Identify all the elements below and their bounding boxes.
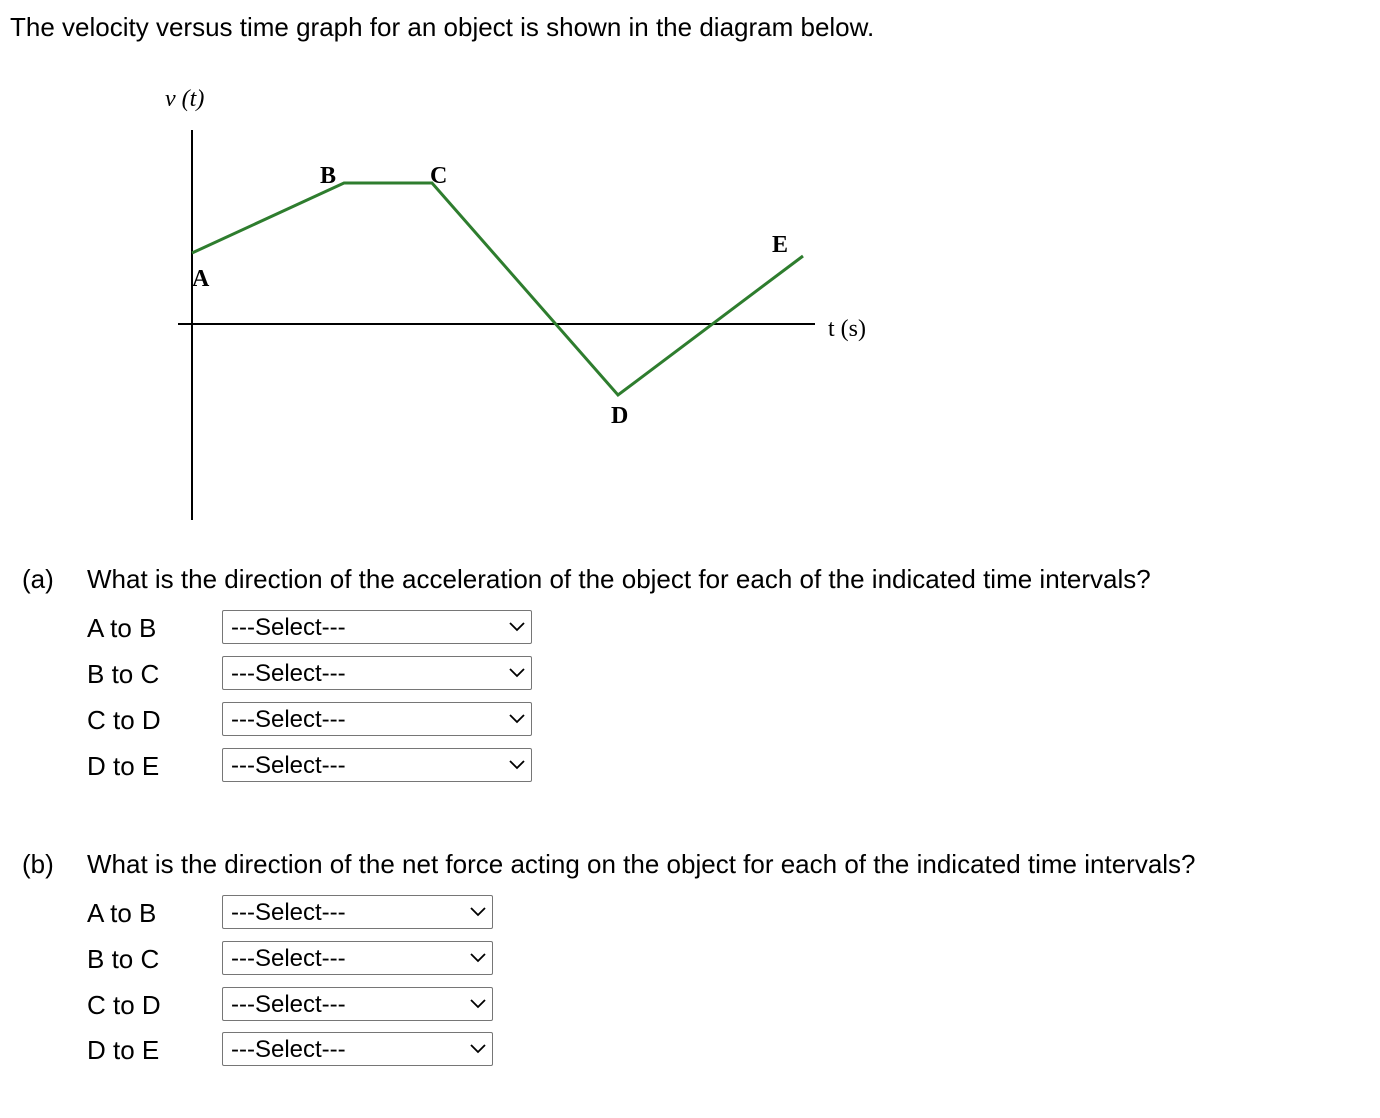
part-a-row-label: B to C [87, 659, 160, 689]
part-b-question: What is the direction of the net force acting on the object for each of the indicated time intervals? [87, 849, 1196, 879]
select-value: ---Select--- [231, 1036, 346, 1063]
y-axis-label: v (t) [165, 86, 205, 112]
chevron-down-icon [509, 667, 525, 679]
point-label-c: C [430, 163, 448, 189]
select-value: ---Select--- [231, 899, 346, 926]
chevron-down-icon [470, 952, 486, 964]
chevron-down-icon [509, 713, 525, 725]
part-b-c-to-d-select[interactable] [222, 987, 493, 1021]
chevron-down-icon [509, 621, 525, 633]
part-a-row-label: D to E [87, 751, 160, 781]
point-label-d: D [611, 403, 629, 429]
part-a-row-label: A to B [87, 613, 157, 643]
select-value: ---Select--- [231, 945, 346, 972]
part-a-question: What is the direction of the acceleration of the object for each of the indicated time intervals? [87, 564, 1151, 594]
intro-text: The velocity versus time graph for an object is shown in the diagram below. [10, 12, 875, 42]
part-b-row-label: A to B [87, 898, 157, 928]
part-b-row-label: C to D [87, 990, 161, 1020]
part-a-a-to-b-select[interactable] [222, 610, 532, 644]
part-b-row-label: B to C [87, 944, 160, 974]
point-label-e: E [772, 232, 789, 258]
chevron-down-icon [470, 1043, 486, 1055]
chevron-down-icon [509, 759, 525, 771]
velocity-line [192, 183, 803, 395]
part-b-label: (b) [22, 849, 54, 879]
select-value: ---Select--- [231, 614, 346, 641]
x-axis-label: t (s) [828, 316, 866, 342]
part-a-label: (a) [22, 564, 54, 594]
chevron-down-icon [470, 906, 486, 918]
part-b-d-to-e-select[interactable] [222, 1032, 493, 1066]
point-label-b: B [320, 163, 337, 189]
part-a-row-label: C to D [87, 705, 161, 735]
point-label-a: A [192, 266, 210, 292]
chevron-down-icon [470, 998, 486, 1010]
select-value: ---Select--- [231, 706, 346, 733]
part-a-d-to-e-select[interactable] [222, 748, 532, 782]
part-a-b-to-c-select[interactable] [222, 656, 532, 690]
part-b-a-to-b-select[interactable] [222, 895, 493, 929]
select-value: ---Select--- [231, 991, 346, 1018]
part-a-c-to-d-select[interactable] [222, 702, 532, 736]
select-value: ---Select--- [231, 752, 346, 779]
part-b-b-to-c-select[interactable] [222, 941, 493, 975]
part-b-row-label: D to E [87, 1035, 160, 1065]
velocity-time-graph [0, 60, 900, 530]
select-value: ---Select--- [231, 660, 346, 687]
